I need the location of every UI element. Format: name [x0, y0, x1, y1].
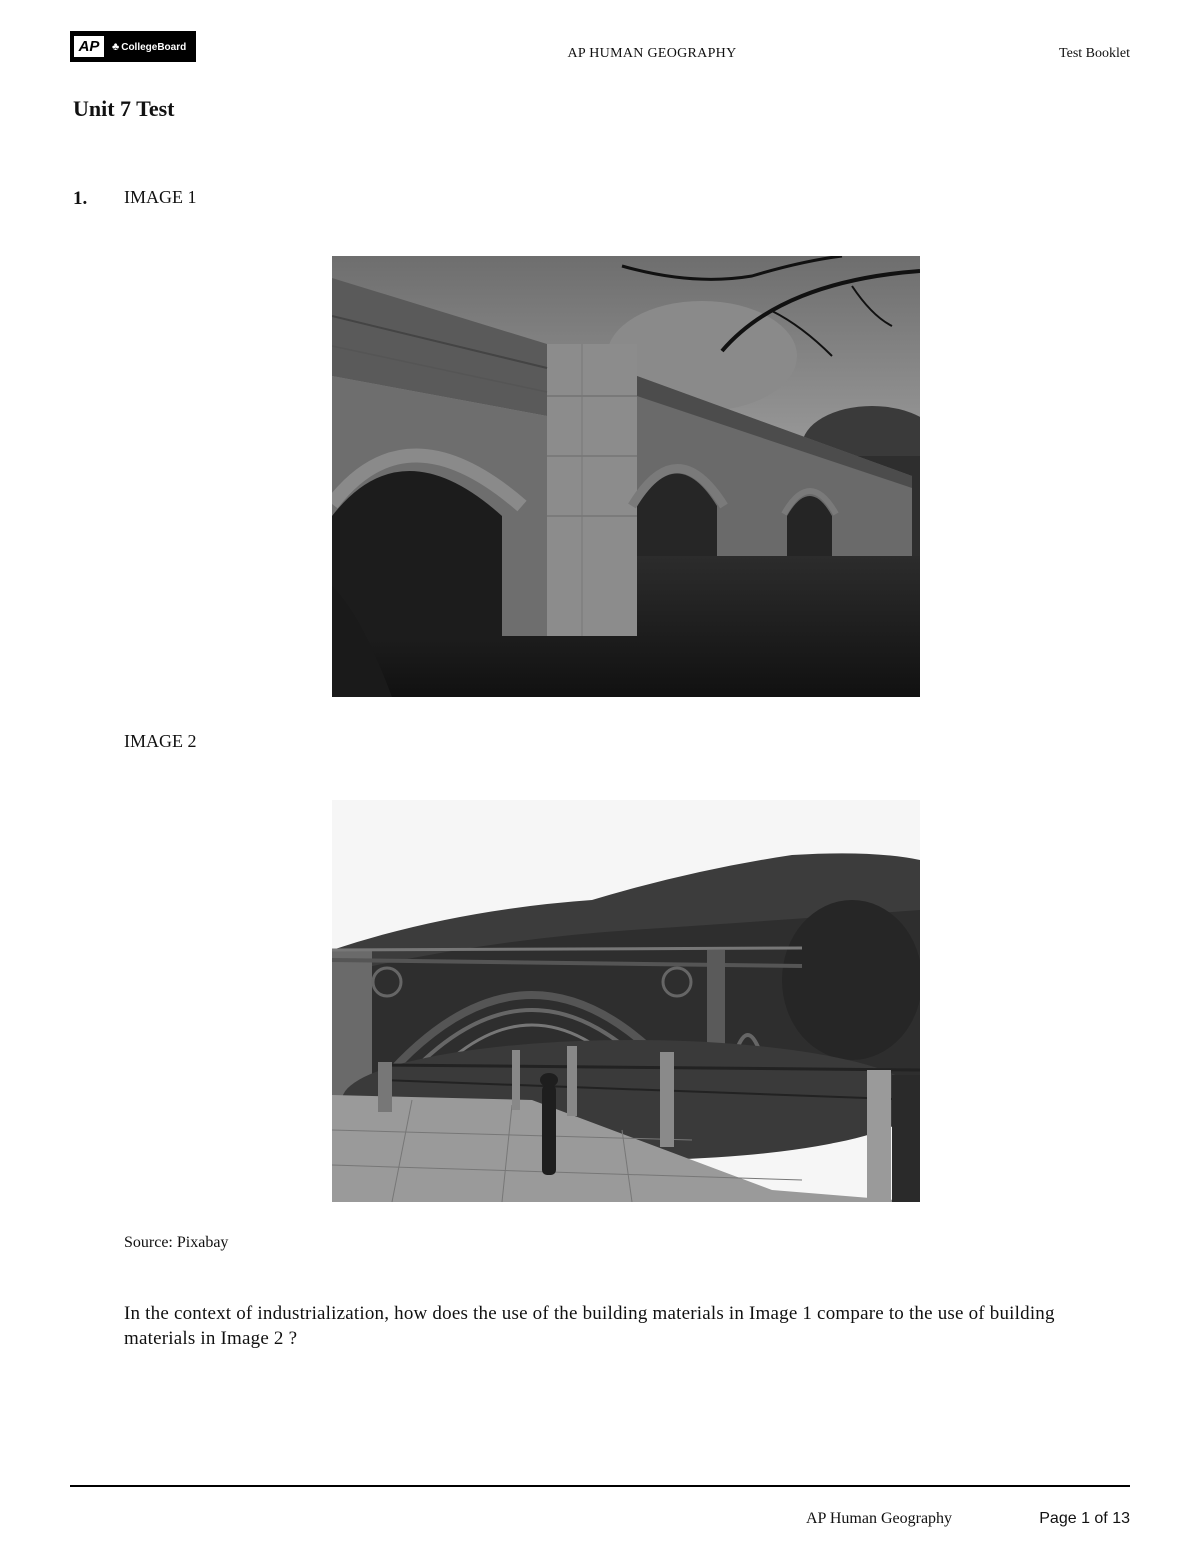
header-booklet-label: Test Booklet	[1059, 46, 1130, 61]
image2-label: IMAGE 2	[124, 731, 197, 751]
image2-iron-bridge-photo	[332, 800, 920, 1202]
question-prompt: In the context of industrialization, how does the use of the building materials in Image 1 compare to the use of building materials in Image 2 ?	[124, 1303, 1055, 1349]
footer-page-number: Page 1 of 13	[1039, 1510, 1130, 1527]
footer-divider	[70, 1485, 1130, 1487]
image1-label: IMAGE 1	[124, 187, 197, 207]
test-title: Unit 7 Test	[73, 96, 175, 121]
image-source-credit: Source: Pixabay	[124, 1234, 229, 1251]
collegeboard-wordmark: CollegeBoard	[121, 41, 187, 53]
footer-course: AP Human Geography	[806, 1510, 953, 1527]
header-subject: AP HUMAN GEOGRAPHY	[567, 46, 737, 61]
acorn-icon: ♣	[112, 40, 120, 53]
image1-stone-bridge-photo	[332, 256, 920, 697]
ap-logo-mark: AP	[74, 36, 104, 57]
question-number: 1.	[73, 188, 88, 209]
